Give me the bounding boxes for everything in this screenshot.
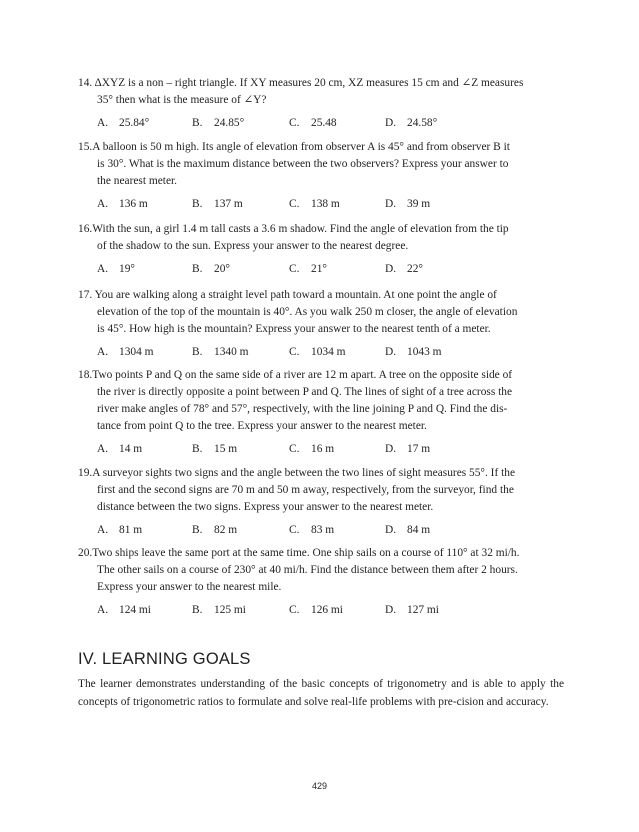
choice-letter: B. bbox=[192, 198, 203, 210]
choice-letter: A. bbox=[97, 524, 109, 536]
choice-text: 82 m bbox=[214, 524, 238, 536]
choice-text: 126 mi bbox=[311, 604, 343, 616]
choice-a bbox=[97, 115, 149, 132]
question-number: 19. bbox=[78, 467, 93, 479]
choice-d bbox=[385, 115, 437, 132]
stem-text: the river is directly opposite a point between P and Q. The lines of sight of a tree across the bbox=[97, 386, 513, 398]
stem-line bbox=[78, 173, 564, 190]
stem-text: You are walking along a straight level path toward a mountain. At one point the angle of bbox=[92, 289, 497, 301]
question-number: 17. bbox=[78, 289, 93, 301]
question-14 bbox=[78, 75, 564, 132]
choice-c bbox=[289, 344, 346, 361]
choice-letter: A. bbox=[97, 263, 109, 275]
choice-text: 24.58° bbox=[407, 117, 438, 129]
question-16 bbox=[78, 221, 564, 278]
section-heading: IV. LEARNING GOALS bbox=[78, 650, 251, 668]
choice-letter: A. bbox=[97, 198, 109, 210]
question-18 bbox=[78, 367, 564, 458]
choice-text: 39 m bbox=[407, 198, 431, 210]
question-number: 18. bbox=[78, 369, 93, 381]
stem-text: Two ships leave the same port at the same time. One ship sails on a course of 110° at 32 mi/h. bbox=[92, 547, 520, 559]
choice-text: 83 m bbox=[311, 524, 335, 536]
choice-b bbox=[192, 344, 249, 361]
choice-a bbox=[97, 196, 148, 213]
question-stem bbox=[78, 465, 564, 516]
choice-b bbox=[192, 522, 237, 539]
choice-text: 24.85° bbox=[214, 117, 245, 129]
choice-letter: A. bbox=[97, 346, 109, 358]
choice-letter: D. bbox=[385, 524, 397, 536]
choice-c bbox=[289, 115, 337, 132]
answer-choices bbox=[78, 115, 564, 132]
choice-c bbox=[289, 441, 334, 458]
answer-choices bbox=[78, 602, 564, 619]
choice-text: 25.84° bbox=[119, 117, 150, 129]
choice-a bbox=[97, 441, 142, 458]
choice-a bbox=[97, 344, 154, 361]
choice-text: 16 m bbox=[311, 443, 335, 455]
stem-text: A surveyor sights two signs and the angle between the two lines of sight measures 55°. If the bbox=[92, 467, 516, 479]
choice-letter: C. bbox=[289, 443, 300, 455]
stem-text: tance from point Q to the tree. Express your answer to the nearest meter. bbox=[97, 420, 427, 432]
stem-text: is 30°. What is the maximum distance between the two observers? Express your answer to bbox=[97, 158, 509, 170]
stem-text: is 45°. How high is the mountain? Express your answer to the nearest tenth of a meter. bbox=[97, 323, 491, 335]
answer-choices bbox=[78, 522, 564, 539]
question-number: 15. bbox=[78, 141, 93, 153]
stem-line bbox=[78, 92, 564, 109]
stem-line bbox=[78, 384, 564, 401]
stem-text: the nearest meter. bbox=[97, 175, 178, 187]
choice-c bbox=[289, 602, 343, 619]
choice-text: 81 m bbox=[119, 524, 143, 536]
stem-text: of the shadow to the sun. Express your answer to the nearest degree. bbox=[97, 240, 409, 252]
choice-a bbox=[97, 261, 135, 278]
choice-text: 20° bbox=[214, 263, 230, 275]
choice-letter: D. bbox=[385, 346, 397, 358]
choice-text: 1034 m bbox=[311, 346, 346, 358]
stem-line bbox=[78, 465, 564, 482]
choice-d bbox=[385, 344, 442, 361]
choice-letter: A. bbox=[97, 604, 109, 616]
stem-text: Express your answer to the nearest mile. bbox=[97, 581, 282, 593]
stem-line bbox=[78, 304, 564, 321]
choice-text: 22° bbox=[407, 263, 423, 275]
question-stem bbox=[78, 545, 564, 596]
choice-text: 1043 m bbox=[407, 346, 442, 358]
choice-text: 19° bbox=[119, 263, 135, 275]
stem-text: The other sails on a course of 230° at 40 mi/h. Find the distance between them after 2 hours. bbox=[97, 564, 518, 576]
choice-letter: C. bbox=[289, 198, 300, 210]
choice-d bbox=[385, 261, 423, 278]
choice-letter: C. bbox=[289, 524, 300, 536]
choice-text: 136 m bbox=[119, 198, 148, 210]
stem-line bbox=[78, 401, 564, 418]
choice-d bbox=[385, 441, 430, 458]
question-stem bbox=[78, 287, 564, 338]
choice-text: 124 mi bbox=[119, 604, 151, 616]
stem-text: 35° then what is the measure of ∠Y? bbox=[97, 94, 267, 106]
stem-line bbox=[78, 156, 564, 173]
stem-text: A balloon is 50 m high. Its angle of elevation from observer A is 45° and from observer B it bbox=[92, 141, 510, 153]
choice-c bbox=[289, 261, 327, 278]
stem-line bbox=[78, 418, 564, 435]
question-number: 20. bbox=[78, 547, 93, 559]
stem-line bbox=[78, 321, 564, 338]
choice-text: 138 m bbox=[311, 198, 340, 210]
choice-letter: C. bbox=[289, 263, 300, 275]
question-stem bbox=[78, 75, 564, 109]
choice-letter: D. bbox=[385, 263, 397, 275]
choice-a bbox=[97, 522, 142, 539]
choice-d bbox=[385, 196, 430, 213]
stem-line bbox=[78, 367, 564, 384]
question-20 bbox=[78, 545, 564, 619]
choice-letter: B. bbox=[192, 443, 203, 455]
question-15 bbox=[78, 139, 564, 213]
choice-letter: B. bbox=[192, 263, 203, 275]
choice-text: 125 mi bbox=[214, 604, 246, 616]
choice-letter: D. bbox=[385, 117, 397, 129]
learning-goals-paragraph: The learner demonstrates understanding of the basic concepts of trigonometry and is able to apply the concepts of trigonometric ratios to formulate and solve real-life problems with pre-cision and accuracy. bbox=[78, 678, 564, 708]
stem-line bbox=[78, 482, 564, 499]
choice-letter: B. bbox=[192, 117, 203, 129]
page-number: 429 bbox=[311, 781, 328, 791]
answer-choices bbox=[78, 261, 564, 278]
choice-b bbox=[192, 115, 244, 132]
choice-text: 1340 m bbox=[214, 346, 249, 358]
choice-text: 17 m bbox=[407, 443, 431, 455]
stem-text: distance between the two signs. Express your answer to the nearest meter. bbox=[97, 501, 434, 513]
stem-text: river make angles of 78° and 57°, respectively, with the line joining P and Q. Find the dis- bbox=[97, 403, 508, 415]
question-stem bbox=[78, 139, 564, 190]
choice-text: 25.48 bbox=[311, 117, 337, 129]
choice-c bbox=[289, 522, 334, 539]
stem-line bbox=[78, 499, 564, 516]
stem-line bbox=[78, 579, 564, 596]
choice-letter: A. bbox=[97, 443, 109, 455]
choice-letter: D. bbox=[385, 198, 397, 210]
choice-letter: B. bbox=[192, 524, 203, 536]
stem-text: elevation of the top of the mountain is 40°. As you walk 250 m closer, the angle of elevation bbox=[97, 306, 518, 318]
choice-d bbox=[385, 522, 430, 539]
question-17 bbox=[78, 287, 564, 361]
choice-letter: B. bbox=[192, 346, 203, 358]
stem-text: first and the second signs are 70 m and 50 m away, respectively, from the surveyor, find the bbox=[97, 484, 514, 496]
answer-choices bbox=[78, 344, 564, 361]
choice-b bbox=[192, 441, 237, 458]
choice-letter: C. bbox=[289, 604, 300, 616]
stem-line bbox=[78, 287, 564, 304]
answer-choices bbox=[78, 196, 564, 213]
stem-line bbox=[78, 221, 564, 238]
question-19 bbox=[78, 465, 564, 539]
choice-b bbox=[192, 602, 246, 619]
choice-b bbox=[192, 196, 243, 213]
choice-text: 127 mi bbox=[407, 604, 439, 616]
choice-letter: D. bbox=[385, 443, 397, 455]
choice-letter: C. bbox=[289, 117, 300, 129]
question-stem bbox=[78, 367, 564, 435]
question-stem bbox=[78, 221, 564, 255]
choice-text: 137 m bbox=[214, 198, 243, 210]
choice-b bbox=[192, 261, 230, 278]
question-number: 14. bbox=[78, 77, 93, 89]
choice-c bbox=[289, 196, 340, 213]
choice-letter: D. bbox=[385, 604, 397, 616]
stem-line bbox=[78, 562, 564, 579]
choice-letter: C. bbox=[289, 346, 300, 358]
choice-letter: B. bbox=[192, 604, 203, 616]
choice-letter: A. bbox=[97, 117, 109, 129]
stem-line bbox=[78, 75, 564, 92]
choice-text: 15 m bbox=[214, 443, 238, 455]
stem-line bbox=[78, 139, 564, 156]
choice-d bbox=[385, 602, 439, 619]
choice-text: 21° bbox=[311, 263, 327, 275]
choice-text: 84 m bbox=[407, 524, 431, 536]
stem-text: ΔXYZ is a non – right triangle. If XY measures 20 cm, XZ measures 15 cm and ∠Z measures bbox=[92, 77, 524, 89]
stem-text: Two points P and Q on the same side of a river are 12 m apart. A tree on the opposite side of bbox=[92, 369, 513, 381]
choice-a bbox=[97, 602, 151, 619]
stem-line bbox=[78, 238, 564, 255]
answer-choices bbox=[78, 441, 564, 458]
choice-text: 14 m bbox=[119, 443, 143, 455]
question-number: 16. bbox=[78, 223, 93, 235]
choice-text: 1304 m bbox=[119, 346, 154, 358]
stem-text: With the sun, a girl 1.4 m tall casts a 3.6 m shadow. Find the angle of elevation from the tip bbox=[92, 223, 509, 235]
stem-line bbox=[78, 545, 564, 562]
